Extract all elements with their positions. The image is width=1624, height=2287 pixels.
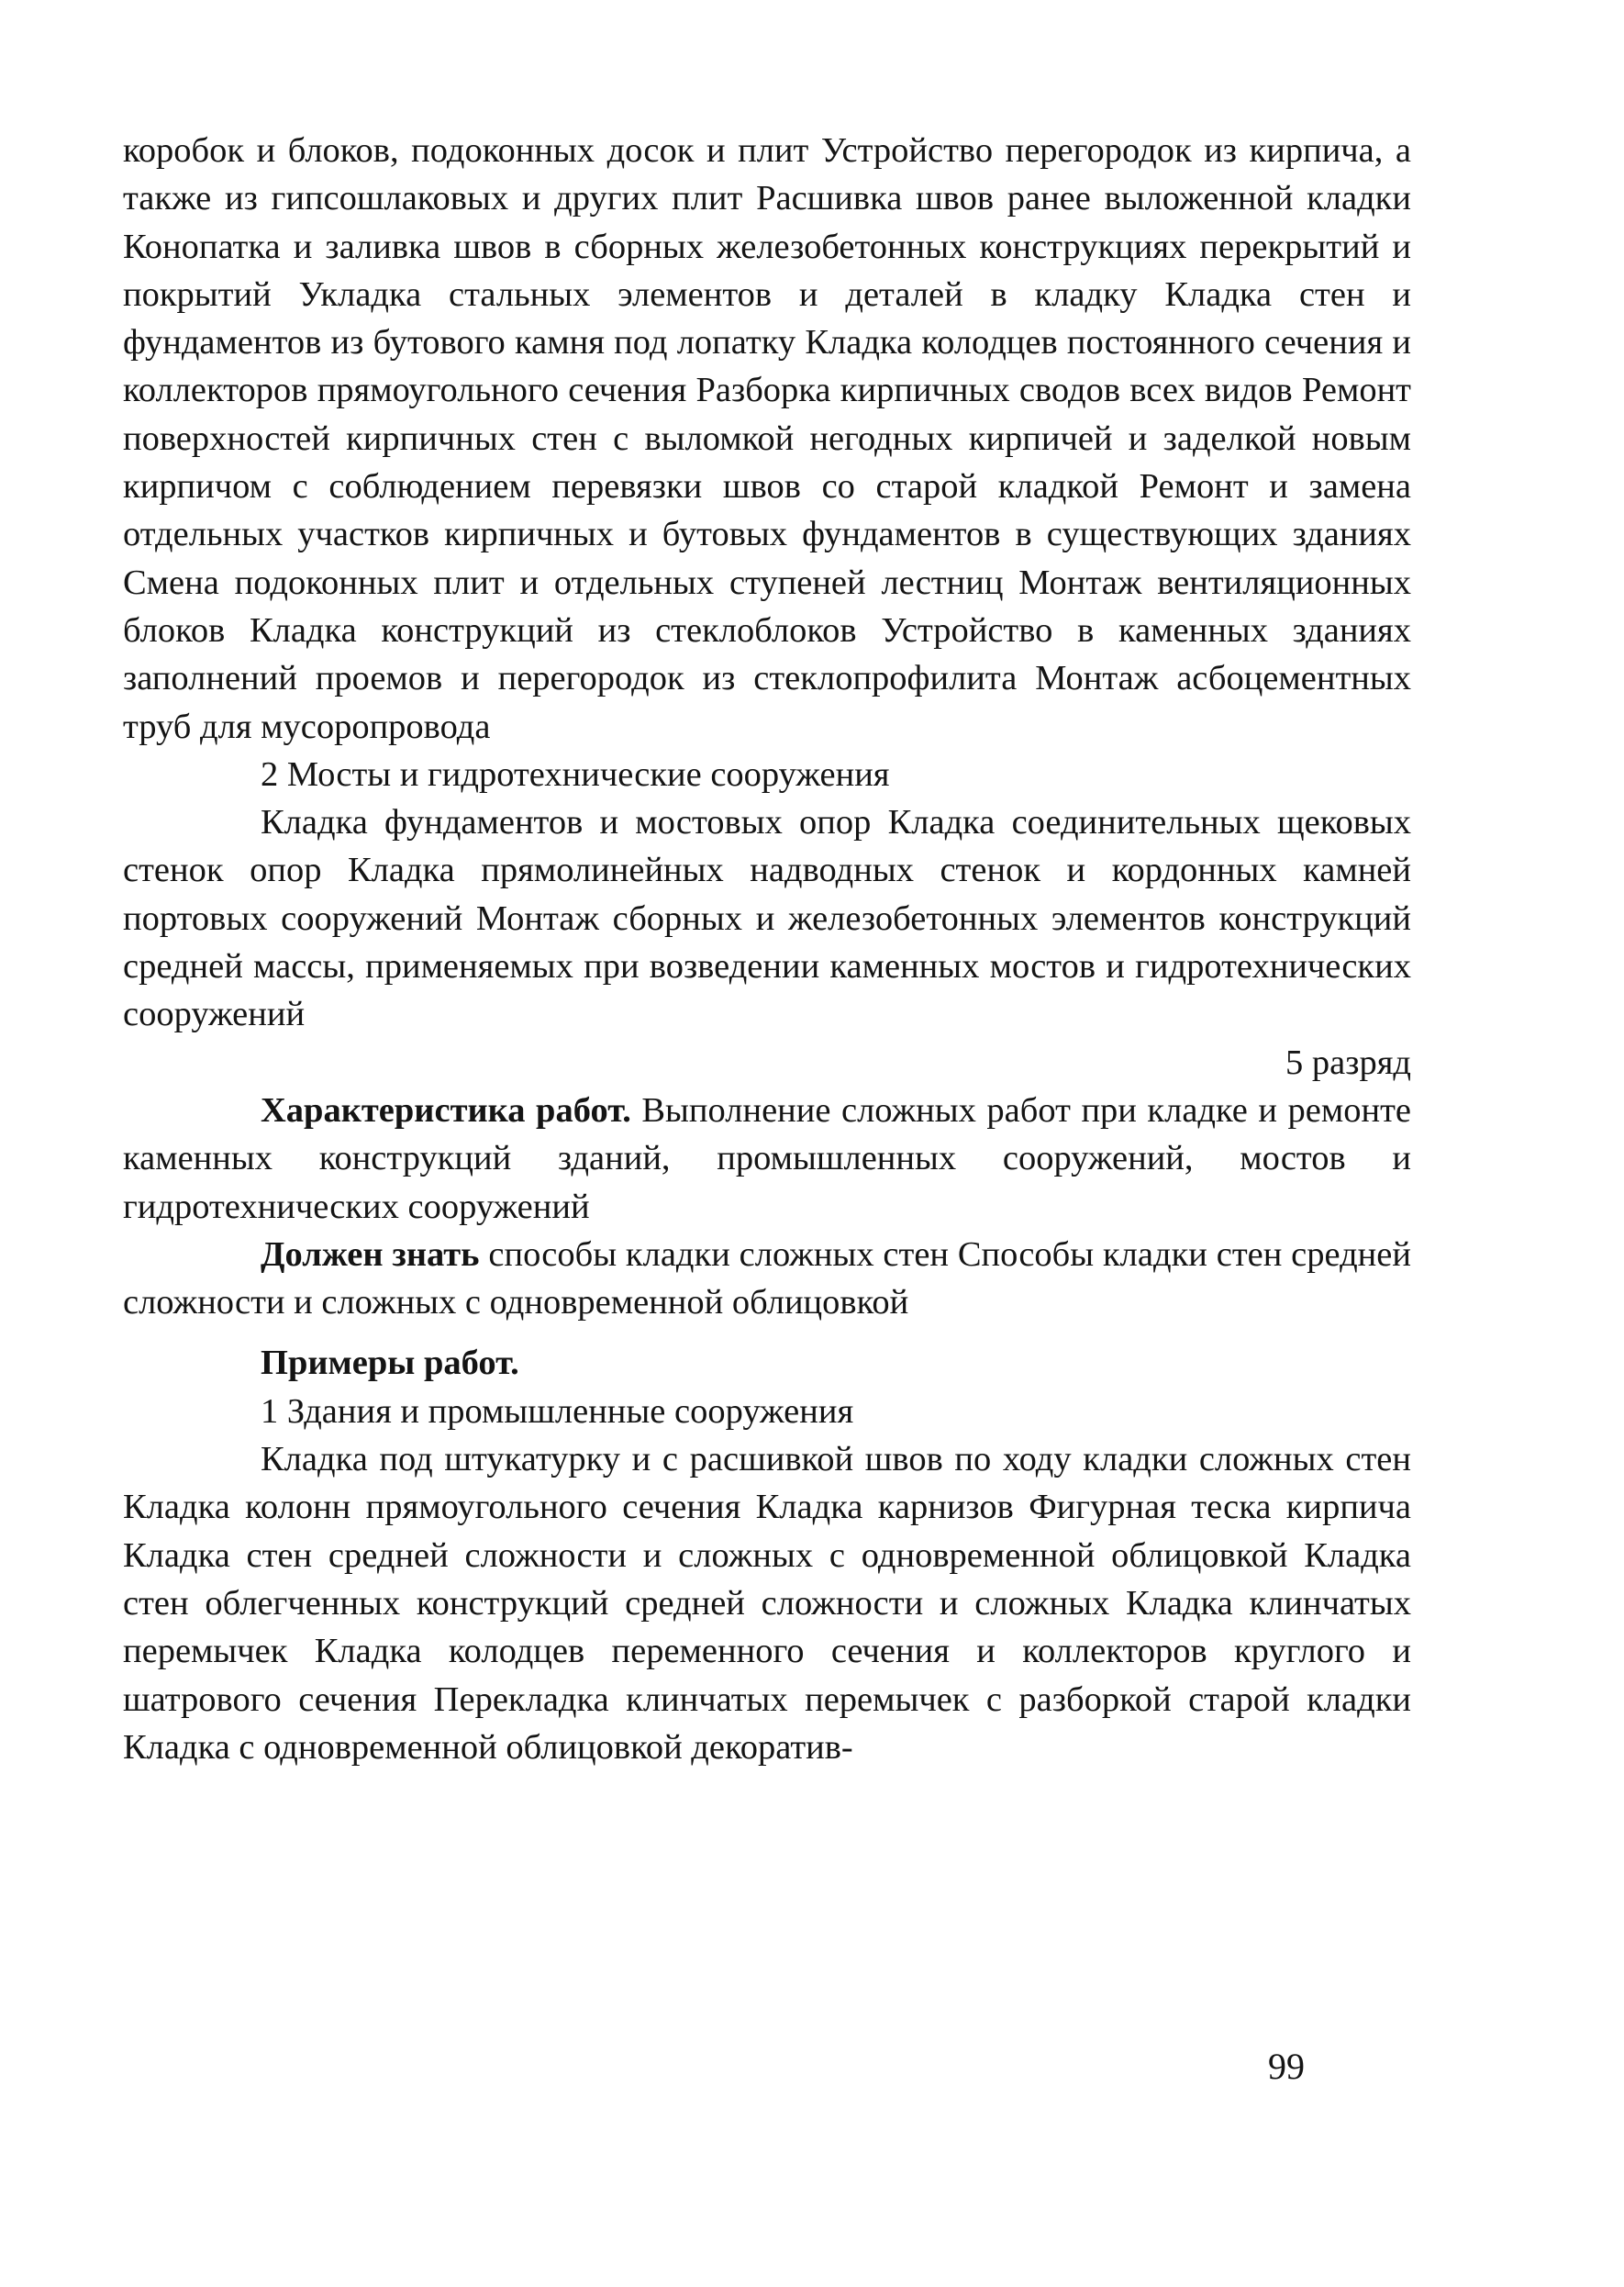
page-number: 99 <box>1268 2046 1305 2087</box>
subsection-heading-bridges: 2 Мосты и гидротехнические сооружения <box>261 754 890 794</box>
paragraph-bridges-works: Кладка фундаментов и мостовых опор Кладка соединительных щековых стенок опор Кладка прямолинейных надводных стенок и кордонных камней портовых сооружений Монтаж сборных и железобетонных элементов конструкций средней массы, применяемых при возведении каменных мостов и гидротехнических сооружений <box>123 803 1411 1034</box>
paragraph-characteristics <box>123 1087 1411 1231</box>
characteristics-lead: Характеристика работ. <box>261 1090 631 1130</box>
paragraph-continued-list: коробок и блоков, подоконных досок и плит Устройство перегородок из кирпича, а также из гипсошлаковых и других плит Расшивка швов ранее выложенной кладки Конопатка и заливка швов в сборных железобетонных конструкциях перекрытий и покрытий Укладка стальных элементов и деталей в кладку Кладка стен и фундаментов из бутового камня под лопатку Кладка колодцев постоянного сечения и коллекторов прямоугольного сечения Разборка кирпичных сводов всех видов Ремонт поверхностей кирпичных стен с выломкой негодных кирпичей и заделкой новым кирпичом с соблюдением перевязки швов со старой кладкой Ремонт и замена отдельных участков кирпичных и бутовых фундаментов в существующих зданиях Смена подоконных плит и отдельных ступеней лестниц Монтаж вентиляционных блоков Кладка конструкций из стеклоблоков Устройство в каменных зданиях заполнений проемов и перегородок из стеклопрофилита Монтаж асбоцементных труб для мусоропровода <box>123 131 1411 746</box>
characteristics-text: Выполнение сложных работ при кладке и ремонте каменных конструкций зданий, промышленных сооружений, мостов и гидротехнических сооружений <box>123 1090 1411 1226</box>
paragraph-buildings-works: Кладка под штукатурку и с расшивкой швов по ходу кладки сложных стен Кладка колонн прямоугольного сечения Кладка карнизов Фигурная теска кирпича Кладка стен средней сложности и сложных с одновременной облицовкой Кладка стен облегченных конструкций средней сложности и сложных Кладка клинчатых перемычек Кладка колодцев переменного сечения и коллекторов круглого и шатрового сечения Перекладка клинчатых перемычек с разборкой старой кладки Кладка с одновременной облицовкой декоратив- <box>123 1440 1411 1767</box>
must-know-text: способы кладки сложных стен Способы кладки стен средней сложности и сложных с одновременной облицовкой <box>123 1234 1411 1322</box>
paragraph-must-know <box>123 1231 1411 1327</box>
examples-title: Примеры работ. <box>261 1344 519 1383</box>
subsection-heading-buildings: 1 Здания и промышленные сооружения <box>261 1391 854 1431</box>
rank-heading: 5 разряд <box>1285 1043 1411 1082</box>
must-know-lead: Должен знать <box>261 1234 480 1274</box>
